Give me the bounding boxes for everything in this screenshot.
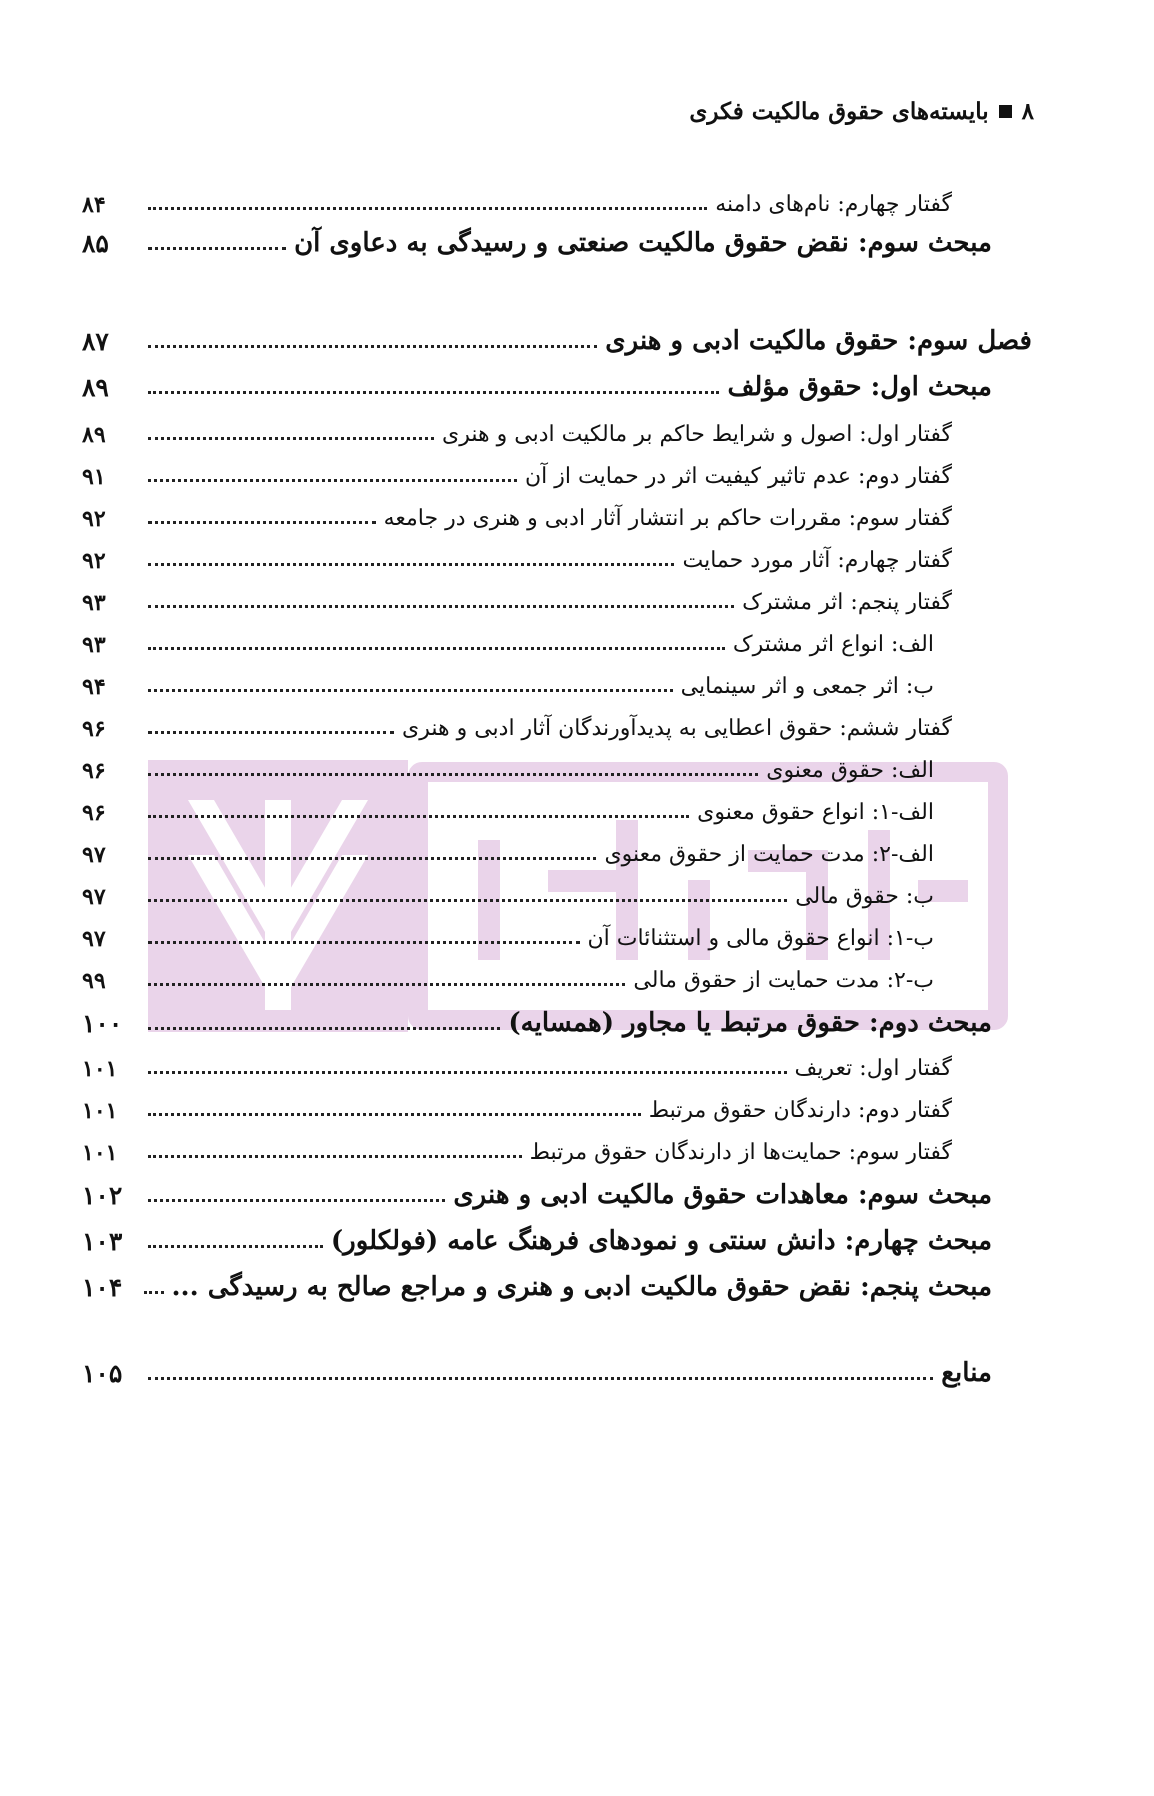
toc-entry bbox=[82, 532, 952, 572]
toc-entry-page: ۸۴ bbox=[82, 192, 106, 218]
toc-entry bbox=[82, 910, 934, 950]
toc-entry-page: ۱۰۳ bbox=[82, 1227, 123, 1256]
toc-entry bbox=[82, 314, 1032, 354]
toc-entry bbox=[82, 1346, 992, 1386]
toc-entry-title: گفتار اول: تعریف bbox=[794, 1056, 952, 1081]
toc-leader-dots bbox=[148, 247, 286, 250]
toc-entry-title: الف-۲: مدت حمایت از حقوق معنوی bbox=[604, 842, 934, 867]
toc-entry-page: ۹۳ bbox=[82, 632, 106, 658]
toc-leader-dots bbox=[148, 941, 580, 944]
toc-entry-page: ۱۰۲ bbox=[82, 1181, 123, 1210]
toc-entry-title: گفتار پنجم: اثر مشترک bbox=[742, 590, 952, 615]
toc-entry-page: ۱۰۱ bbox=[82, 1056, 118, 1082]
toc-entry-page: ۹۹ bbox=[82, 968, 106, 994]
toc-entry-page: ۹۲ bbox=[82, 506, 106, 532]
toc-leader-dots bbox=[148, 773, 758, 776]
toc-leader-dots bbox=[148, 815, 689, 818]
toc-leader-dots bbox=[144, 1291, 164, 1294]
toc-entry-title: منابع bbox=[941, 1358, 992, 1388]
toc-entry bbox=[82, 360, 992, 400]
toc-leader-dots bbox=[148, 899, 787, 902]
toc-entry-page: ۹۶ bbox=[82, 758, 106, 784]
toc-entry-page: ۱۰۱ bbox=[82, 1140, 118, 1166]
toc-entry-page: ۹۲ bbox=[82, 548, 106, 574]
toc-entry-title: ب: حقوق مالی bbox=[795, 884, 934, 909]
toc-leader-dots bbox=[148, 689, 673, 692]
toc-leader-dots bbox=[148, 563, 674, 566]
toc-leader-dots bbox=[148, 345, 597, 348]
toc-leader-dots bbox=[148, 207, 707, 210]
toc-entry bbox=[82, 448, 952, 488]
toc-entry-page: ۹۱ bbox=[82, 464, 106, 490]
toc-entry bbox=[82, 1124, 952, 1164]
toc-leader-dots bbox=[148, 647, 725, 650]
toc-leader-dots bbox=[148, 731, 394, 734]
toc-entry-page: ۸۵ bbox=[82, 229, 109, 258]
toc-entry bbox=[82, 784, 934, 824]
toc-entry-page: ۱۰۵ bbox=[82, 1359, 123, 1388]
toc-entry bbox=[82, 742, 934, 782]
toc-leader-dots bbox=[148, 983, 625, 986]
toc-leader-dots bbox=[148, 1071, 787, 1074]
toc-entry bbox=[82, 826, 934, 866]
toc-entry-page: ۱۰۰ bbox=[82, 1009, 123, 1038]
toc-leader-dots bbox=[148, 391, 719, 394]
toc-entry-title: الف: انواع اثر مشترک bbox=[732, 632, 934, 657]
toc-entry bbox=[82, 216, 992, 256]
toc-entry-title: گفتار سوم: حمایت‌ها از دارندگان حقوق مرتبط bbox=[529, 1140, 952, 1165]
toc-entry-page: ۸۹ bbox=[82, 373, 109, 402]
toc-entry-title: گفتار ششم: حقوق اعطایی به پدیدآورندگان آثار ادبی و هنری bbox=[401, 716, 952, 741]
square-bullet-icon bbox=[999, 105, 1012, 118]
toc-entry-page: ۸۷ bbox=[82, 327, 109, 356]
toc-entry-page: ۹۳ bbox=[82, 590, 106, 616]
toc-leader-dots bbox=[148, 857, 596, 860]
toc-entry-title: فصل سوم: حقوق مالکیت ادبی و هنری bbox=[605, 326, 1032, 356]
toc-leader-dots bbox=[148, 1113, 641, 1116]
toc-entry-page: ۹۴ bbox=[82, 674, 106, 700]
toc-entry bbox=[82, 176, 952, 216]
toc-entry bbox=[82, 1260, 992, 1300]
toc-leader-dots bbox=[148, 521, 376, 524]
toc-entry-title: مبحث اول: حقوق مؤلف bbox=[727, 372, 992, 402]
toc-entry-title: گفتار سوم: مقررات حاکم بر انتشار آثار ادبی و هنری در جامعه bbox=[383, 506, 952, 531]
toc-leader-dots bbox=[148, 479, 517, 482]
toc-entry-title: مبحث دوم: حقوق مرتبط یا مجاور (همسایه) bbox=[508, 1008, 992, 1038]
page-number: ۸ bbox=[1021, 98, 1034, 125]
toc-entry-title: مبحث چهارم: دانش سنتی و نمودهای فرهنگ عامه (فولکلور) bbox=[330, 1226, 992, 1256]
toc-entry bbox=[82, 952, 934, 992]
toc-entry bbox=[82, 868, 934, 908]
toc-entry bbox=[82, 574, 952, 614]
toc-entry bbox=[82, 1082, 952, 1122]
toc-entry bbox=[82, 1040, 952, 1080]
toc-entry bbox=[82, 996, 992, 1036]
toc-entry-title: گفتار دوم: عدم تاثیر کیفیت اثر در حمایت از آن bbox=[524, 464, 952, 489]
toc-entry-title: گفتار دوم: دارندگان حقوق مرتبط bbox=[648, 1098, 952, 1123]
toc-entry-page: ۹۷ bbox=[82, 926, 106, 952]
toc-entry-title: ب-۲: مدت حمایت از حقوق مالی bbox=[633, 968, 934, 993]
toc-entry-page: ۹۷ bbox=[82, 884, 106, 910]
toc-entry-title: مبحث سوم: نقض حقوق مالکیت صنعتی و رسیدگی به دعاوی آن bbox=[294, 228, 992, 258]
toc-entry bbox=[82, 490, 952, 530]
book-title: بایسته‌های حقوق مالکیت فکری bbox=[689, 98, 989, 125]
toc-leader-dots bbox=[148, 1155, 522, 1158]
toc-entry-title: گفتار چهارم: آثار مورد حمایت bbox=[682, 548, 952, 573]
toc-entry bbox=[82, 700, 952, 740]
toc-entry-title: گفتار اول: اصول و شرایط حاکم بر مالکیت ادبی و هنری bbox=[442, 422, 952, 447]
toc-entry bbox=[82, 1214, 992, 1254]
toc-entry bbox=[82, 616, 934, 656]
toc-leader-dots bbox=[148, 605, 734, 608]
toc-entry-page: ۹۶ bbox=[82, 800, 106, 826]
toc-entry-title: الف: حقوق معنوی bbox=[766, 758, 934, 783]
toc-leader-dots bbox=[148, 1027, 500, 1030]
toc-entry bbox=[82, 406, 952, 446]
toc-entry-title: ب: اثر جمعی و اثر سینمایی bbox=[680, 674, 934, 699]
toc-entry-title: گفتار چهارم: نام‌های دامنه bbox=[715, 192, 952, 217]
toc-leader-dots bbox=[148, 1377, 933, 1380]
toc-entry-title: مبحث پنجم: نقض حقوق مالکیت ادبی و هنری و مراجع صالح به رسیدگی ... bbox=[171, 1272, 992, 1302]
toc-entry-title: ب-۱: انواع حقوق مالی و استثنائات آن bbox=[587, 926, 934, 951]
toc-entry-page: ۱۰۱ bbox=[82, 1098, 118, 1124]
toc-entry-page: ۱۰۴ bbox=[82, 1273, 123, 1302]
toc-entry-page: ۹۷ bbox=[82, 842, 106, 868]
toc-entry-page: ۸۹ bbox=[82, 422, 106, 448]
toc-leader-dots bbox=[148, 437, 434, 440]
toc-entry-page: ۹۶ bbox=[82, 716, 106, 742]
toc-leader-dots bbox=[148, 1245, 323, 1248]
toc-leader-dots bbox=[148, 1199, 445, 1202]
running-head bbox=[689, 98, 1034, 125]
toc-entry bbox=[82, 1168, 992, 1208]
toc-entry-title: مبحث سوم: معاهدات حقوق مالکیت ادبی و هنری bbox=[453, 1180, 992, 1210]
toc-entry bbox=[82, 658, 934, 698]
toc-entry-title: الف-۱: انواع حقوق معنوی bbox=[697, 800, 934, 825]
